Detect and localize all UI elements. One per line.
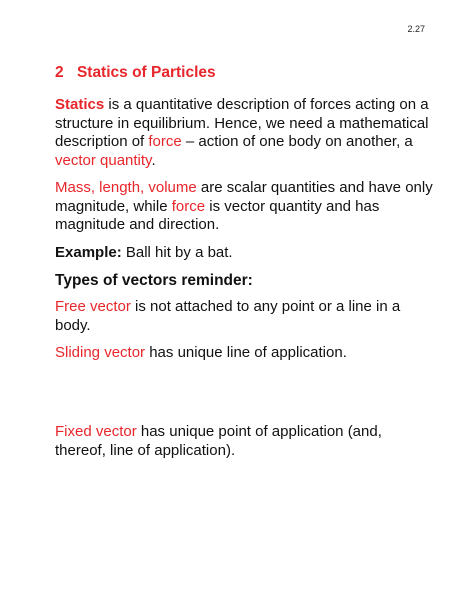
- term-sliding-vector: Sliding vector: [55, 344, 146, 361]
- sliding-vector-paragraph: [55, 344, 435, 363]
- term-vector-quantity: vector quantity: [55, 151, 152, 169]
- section-heading: [55, 64, 435, 82]
- example-label: Example:: [55, 243, 122, 261]
- term-force: force: [148, 133, 182, 150]
- term-free-vector: Free vector: [55, 298, 131, 315]
- term-scalars: Mass, length, volume: [55, 179, 197, 196]
- section-number: 2: [55, 64, 64, 81]
- fixed-vector-text: has unique point of application (and, thereof, line of application).: [55, 423, 382, 459]
- scalar-paragraph: [55, 179, 435, 235]
- example-paragraph: [55, 244, 435, 263]
- term-force-2: force: [171, 197, 206, 215]
- scalar-text-a: are scalar quantities and have only magnitude, while: [55, 179, 433, 215]
- free-vector-paragraph: [55, 298, 435, 335]
- free-vector-text: is not attached to any point or a line in a body.: [55, 298, 401, 334]
- types-heading: Types of vectors reminder:: [55, 272, 253, 289]
- page-number: 2.27: [407, 24, 425, 34]
- example-text: Ball hit by a bat.: [121, 243, 233, 261]
- statics-paragraph: [55, 96, 435, 170]
- sliding-vector-text: has unique line of application.: [145, 344, 347, 361]
- term-statics: Statics: [55, 96, 105, 113]
- section-title: Statics of Particles: [76, 64, 216, 81]
- page-content: [55, 64, 435, 372]
- scalar-text-b: is vector quantity and has magnitude and direction.: [55, 197, 380, 233]
- term-fixed-vector: Fixed vector: [55, 423, 137, 440]
- statics-text-b: – action of one body on another, a: [181, 133, 413, 150]
- fixed-vector-paragraph: [55, 423, 435, 460]
- statics-text-a: is a quantitative description of forces acting on a structure in equilibrium. Hence, we need a mathematical description of: [55, 96, 429, 150]
- statics-text-c: .: [151, 151, 156, 169]
